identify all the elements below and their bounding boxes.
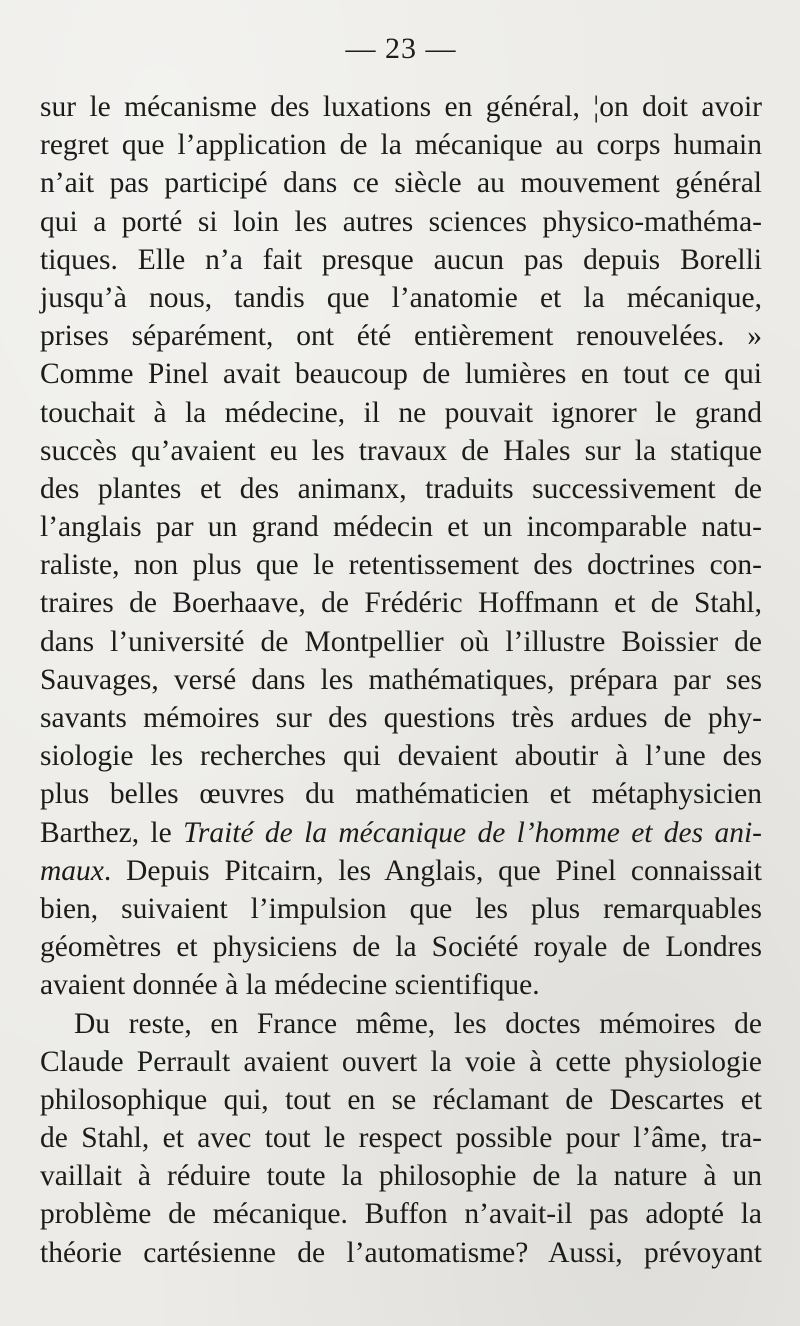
text-line	[40, 737, 762, 775]
text-line	[40, 355, 762, 393]
text-run: tiques. Elle n’a fait presque aucun pas depuis Borelli	[40, 243, 762, 276]
text-run: philosophique qui, tout en se réclamant de Descartes et	[40, 1083, 762, 1116]
text-line	[40, 699, 762, 737]
text-run: Barthez, le	[40, 816, 184, 849]
text-line	[40, 1119, 762, 1157]
text-line	[40, 1043, 762, 1081]
text-line	[40, 814, 762, 852]
text-line	[40, 88, 762, 126]
text-line	[40, 394, 762, 432]
text-run: n’ait pas participé dans ce siècle au mouvement général	[40, 167, 762, 200]
text-run: Claude Perrault avaient ouvert la voie à cette physiologie	[40, 1045, 762, 1078]
text-run: avaient donnée à la médecine scientifique.	[40, 969, 540, 1002]
text-line	[40, 1081, 762, 1119]
text-line	[40, 584, 762, 622]
text-run: problème de mécanique. Buffon n’avait-il pas adopté la	[40, 1198, 762, 1231]
paragraph	[40, 1005, 762, 1272]
page-number: — 23 —	[345, 32, 457, 65]
text-run: des plantes et des animanx, traduits successivement de	[40, 472, 762, 505]
text-run: . Depuis Pitcairn, les Anglais, que Pinel connaissait	[103, 854, 762, 887]
text-line	[40, 966, 762, 1004]
text-run: vaillait à réduire toute la philosophie de la nature à un	[40, 1160, 762, 1193]
text-run: Sauvages, versé dans les mathématiques, prépara par ses	[40, 663, 762, 696]
text-line	[40, 928, 762, 966]
text-line	[40, 164, 762, 202]
text-run: l’anglais par un grand médecin et un incomparable natu-	[40, 511, 762, 544]
text-run: regret que l’application de la mécanique au corps humain	[40, 129, 762, 162]
text-run: prises séparément, ont été entièrement renouvelées. »	[40, 320, 762, 353]
text-line	[40, 1005, 762, 1043]
text-line	[40, 470, 762, 508]
text-line	[40, 852, 762, 890]
book-title-italic: Traité de la mécanique de l’homme et des ani-	[183, 816, 762, 849]
text-run: jusqu’à nous, tandis que l’anatomie et la mécanique,	[40, 281, 762, 314]
text-line	[40, 890, 762, 928]
text-line	[40, 661, 762, 699]
text-line	[40, 432, 762, 470]
text-line	[40, 317, 762, 355]
text-run: qui a porté si loin les autres sciences physico-mathéma-	[40, 205, 762, 238]
text-run: succès qu’avaient eu les travaux de Hales sur la statique	[40, 434, 762, 467]
text-line	[40, 126, 762, 164]
text-run: sur le mécanisme des luxations en général, ¦on doit avoir	[40, 91, 762, 123]
text-line	[40, 1234, 762, 1272]
text-line	[40, 241, 762, 279]
text-run: siologie les recherches qui devaient aboutir à l’une des	[40, 740, 762, 773]
text-line	[40, 775, 762, 813]
text-line	[40, 1195, 762, 1233]
text-run: théorie cartésienne de l’automatisme? Aussi, prévoyant	[40, 1236, 762, 1269]
text-line	[40, 203, 762, 241]
text-run: géomètres et physiciens de la Société royale de Londres	[40, 931, 762, 964]
text-run: savants mémoires sur des questions très ardues de phy-	[40, 702, 762, 734]
text-line	[40, 1157, 762, 1195]
text-run: de Stahl, et avec tout le respect possible pour l’âme, tra-	[40, 1122, 762, 1155]
text-run: bien, suivaient l’impulsion que les plus remarquables	[40, 892, 762, 925]
text-run: raliste, non plus que le retentissement des doctrines con-	[40, 549, 762, 582]
text-run: traires de Boerhaave, de Frédéric Hoffmann et de Stahl,	[40, 587, 762, 620]
text-line	[40, 279, 762, 317]
body-text	[40, 88, 762, 1272]
text-run: Du reste, en France même, les doctes mémoires de	[74, 1007, 762, 1040]
paragraph	[40, 88, 762, 1005]
text-run: plus belles œuvres du mathématicien et métaphysicien	[40, 778, 762, 811]
text-run: Comme Pinel avait beaucoup de lumières en tout ce qui	[40, 358, 762, 391]
text-line	[40, 623, 762, 661]
text-line	[40, 508, 762, 546]
text-run: touchait à la médecine, il ne pouvait ignorer le grand	[40, 396, 762, 429]
text-run: dans l’université de Montpellier où l’illustre Boissier de	[40, 625, 762, 658]
book-title-italic: maux	[40, 854, 104, 887]
text-line	[40, 546, 762, 584]
